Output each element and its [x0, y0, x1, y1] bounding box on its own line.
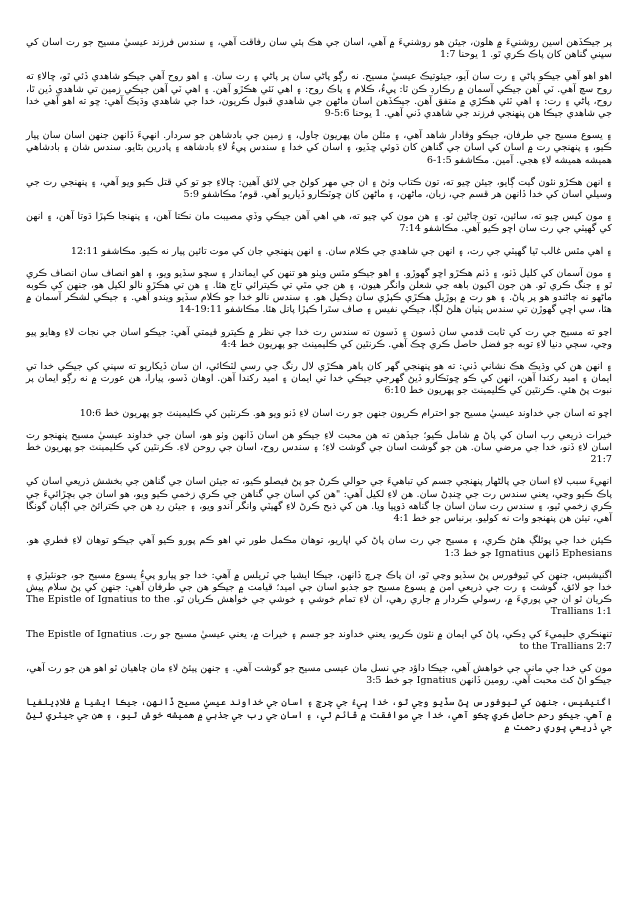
paragraph-3: ۽ يسوع مسيح جي طرفان، جيڪو وفادار شاهد آهي، ۽ مئلن مان پهريون ڄاول، ۽ زمين جي بادشاهن جو سردار. انهيءَ ڏانهن جنهن اسان سان پيار ڪيو، ۽ پنهنجي رت ۾ اسان کي اسان جي گناهن کان ڌوئي ڇڏيو، ۽ اسان کي خدا ۽ سندس پيءُ لاءِ بادشاهه ۽ پادرين بڻايو. سندس شان ۽ بادشاهي هميشه هميشه لاءِ هجي. آمين. مڪاشفو 1:5-6 [26, 130, 612, 166]
paragraph-2: اهو اهو آهي جيڪو پاڻي ۽ رت سان آيو، جيئوتيڪ عيسيٰ مسيح. نه رڳو پاڻي سان پر پاڻي ۽ رت سان. ۽ اهو روح آهي جيڪو شاهدي ڏئي ٿو، ڇالاءِ ته روح سچ آهي. ٽي آهن جيڪي آسمان ۾ رڪارڊ ڪن ٿا: پيءُ، ڪلام ۽ پاڪ روح: ۽ اهي ٽئي هڪڙو آهن. ۽ اهي ٽي آهن جيڪي زمين تي شاهدي ڏين ٿا، روح، پاڻي ۽ رت: ۽ اهي ٽئي هڪڙي ۾ متفق آهن. جيڪڏهن اسان ماڻهن جي شاهدي قبول ڪريون، خدا جي شاهدي وڌيڪ آهي: ڇو ته اهو آهي خدا جي شاهدي جيڪا هن پنهنجي فرزند جي شاهدي ڏني آهي. 1 يوحنا 5:6-9 [26, 71, 612, 120]
paragraph-13: ڪيئن خدا جي پوئلڳ هئڻ ڪري، ۽ مسيح جي رت سان پاڻ کي اڀاريو، توهان مڪمل طور تي اهو ڪم پورو ڪيو آهي جيڪو توهان لاءِ فطري هو. Ephesians ڏانهن Ignatius جو خط 1:3 [26, 535, 612, 559]
paragraph-16: مون کي خدا جي ماني جي خواهش آهي، جيڪا داؤد جي نسل مان عيسى مسيح جو گوشت آهي. ۽ جنهن پيئڻ لاءِ مان چاهيان ٿو اهو هن جو رت آهي، جيڪو اڻ کٽ محبت آهي. رومين ڏانهن Ignatius جو خط 3:5 [26, 662, 612, 687]
paragraph-17: اگنيشيس، جنهن کي ٿيوفورس پڻ سڏيو وڃي ٿو، خدا پيءُ جي چرچ ۽ اسان جي خداوند عيسيٰ مسيح ڏانهن، جيڪا ايشيا ۾ فلاڊيلفيا ۾ آهي. جيڪو رحم حاصل ڪري چڪو آهي، خدا جي موافقت ۾ قائم ٿي، ۽ اسان جي رب جي جذبي ۾ هميشه خوش ٿيو، ۽ هن جي جيئري ٿيڻ جي ذريعي پوري رحمت ۾ [26, 697, 612, 733]
paragraph-8: اڃو ته مسيح جي رت کي ثابت قدمي سان ڏسون ۽ ڏسون ته سندس رت خدا جي نظر ۾ ڪيترو قيمتي آهي: جيڪو اسان جي نجات لاءِ وهايو پيو وڃي، سڄي دنيا لاءِ توبه جو فضل حاصل ڪري ڇڪ آهي. ڪرنٿين کي ڪليمينٽ جو پهريون خط 4:4 [26, 326, 612, 350]
paragraph-9: ۽ انهن هن کي وڌيڪ هڪ نشاني ڏني: ته هو پنهنجي گهر کان ٻاهر هڪڙي لال رنگ جي رسي لٽڪائي، ان سان ڏيکاريو ته سڀني کي جيڪي خدا تي ايمان ۽ اميد رکندا آهن، انهن کي ڪو ڇوٽڪارو ڏيڻ گهرجي جيڪي خدا تي ايمان ۽ اميد رکندا آهن. اوهان ڏسو، پيارا، هن عورت ۾ نه رڳو ايمان پر نبوت پڻ هئي. ڪرنٿين کي ڪليمينٽ جو پهريون خط 6:10 [26, 361, 612, 397]
paragraph-12: انهيءَ سبب لاءِ اسان جي پالڻهار پنهنجي جسم کي تباهيءَ جي حوالي ڪرڻ جو پڻ فيصلو ڪيو، ته جيئن اسان جي گناهن جي بخشش ذريعي اسان کي پاڪ ڪيو وڃي، يعني سندس رت جي ڇنڊڻ سان. هن لاءِ لکيل آهي: "هن کي اسان جي گناهن جي ڪري زخمي ڪيو ويو، هو اسان جي بڇڙائيءَ جي ڪري زخمي ٿيو، ۽ سندس رت سان اسان جا گناهه ڌوپيا ويا. هن کي ذبح ڪرڻ لاءِ گهيٽي وانگر آندو ويو، ۽ جيئن رڍ هن جي ڪترائڻ جي اڳيان گونگا آهي، تيئن هن پنهنجو وات نه کوليو. برنباس جو خط 4:1 [26, 476, 612, 525]
paragraph-1: پر جيڪڏهن اسين روشنيءَ ۾ هلون، جيئن هو روشنيءَ ۾ آهي، اسان جي هڪ ٻئي سان رفاقت آهي، ۽ سندس فرزند عيسيٰ مسيح جو رت اسان کي سڀني گناهن کان پاڪ ڪري ٿو. 1 يوحنا 1:7 [26, 37, 612, 61]
paragraph-15: تنهنڪري حليميءَ کي ڍڪي، پاڻ کي ايمان ۾ نئون ڪريو، يعني خداوند جو جسم ۽ خيرات ۾، يعني عيسيٰ مسيح جو رت. The Epistle of Ignatius to the Trallians 2:7 [26, 628, 612, 652]
paragraph-11: خيرات ذريعي رب اسان کي پاڻ ۾ شامل ڪيو؛ جيڏهن ته هن محبت لاءِ جيڪو هن اسان ڏانهن وٺو هو، اسان جي خداوند عيسيٰ مسيح پنهنجو رت اسان لاءِ ڏنو، خدا جي مرضي سان. هن جو گوشت اسان جي گوشت لاءِ؛ ۽ سندس روح، اسان جي روحن لاءِ. ڪرنٿين کي ڪليمينٽ جو پهريون خط 21:7 [26, 429, 612, 466]
paragraph-14: اگنيشيس، جنهن کي ٿيوفورس پڻ سڏيو وڃي ٿو، ان پاڪ چرچ ڏانهن، جيڪا ايشيا جي ٽريلس ۾ آهي: خدا جو پيارو پيءُ يسوع مسيح جو، جونئيڙي ۽ خدا جو لائق، گوشت ۽ رت جي ذريعي امن ۾ يسوع مسيح جو جذبو اسان جي اميد؛ قيامت ۾ جيڪو هن جي طرفان آهي: جنهن کي پڻ سلام پيش ڪريان ٿو ان جي پوريءَ ۾، رسولي ڪردار ۾ جاري رهي، ان لاءِ تمام خوشي ۽ خوشي جي خواهش ڪريان ٿو. The Epistle of Ignatius to the Trallians 1:1 [26, 569, 613, 618]
paragraph-6: ۽ اهي مٿس غالب ٿيا گهيٽي جي رت، ۽ انهن جي شاهدي جي ڪلام سان. ۽ انهن پنهنجي جان کي موت تائين پيار نه ڪيو. مڪاشفو 12:11 [70, 245, 612, 257]
paragraph-10: اچو ته اسان جي خداوند عيسيٰ مسيح جو احترام ڪريون جنهن جو رت اسان لاءِ ڏنو ويو هو. ڪرنٿين کي ڪليمينٽ جو پهريون خط 10:6 [79, 407, 612, 419]
paragraph-4: ۽ انهن هڪڙو نئون گيت ڳايو، جيئن چيو ته، تون ڪتاب وٺڻ ۽ ان جي مهر کولڻ جي لائق آهين: ڇالاءِ جو تو کي قتل ڪيو ويو آهي، ۽ پنهنجي رت جي وسيلي اسان کي خدا ڏانهن هر قسم جي، زبان، ماڻهن، ۽ ماڻهن کان ڇوٽڪارو ڏياريو آهي. قوم؛ مڪاشفو 5:9 [26, 176, 612, 201]
paragraph-5: ۽ مون کيس چيو ته، سائين، تون ڄاڻين ٿو. ۽ هن مون کي چيو ته، هي اهي آهن جيڪي وڏي مصيبت مان نڪتا آهن، ۽ پنهنجا ڪپڙا ڌوتا آهن، ۽ انهن کي گهيٽي جي رت سان اڇو ڪيو آهي. مڪاشفو 7:14 [26, 211, 612, 235]
paragraph-7: ۽ مون آسمان کي کليل ڏٺو، ۽ ڏٺم هڪڙو اڇو گهوڙو. ۽ اهو جيڪو مٿس ويٺو هو تنهن کي ايماندار ۽ سچو سڏيو ويو، ۽ اهو انصاف سان انصاف ڪري ٿو ۽ جنگ ڪري ٿو. هن جون اکيون باهه جي شعلن وانگر هيون، ۽ هن جي مٿي تي ڪيترائي تاج هئا. ۽ هن تي هڪڙو نالو لکيل هو، جنهن کي ڪوبه ماڻهو نه ڄاڻندو هو پر پاڻ. ۽ هو رت ۾ ٻوڙيل هڪڙي ڪپڙي سان ڍڪيل هو. ۽ سندس نالو خدا جو ڪلام سڏيو ويندو آهي. ۽ جيڪي لشڪر آسمان ۾ هئا، سي اڇي گهوڙن تي سندس پٺيان هلڻ لڳا، جيڪي نفيس ۽ صاف سٿرا ڪپڙا پاتل هئا. مڪاشفو 19:11-14 [26, 267, 612, 316]
